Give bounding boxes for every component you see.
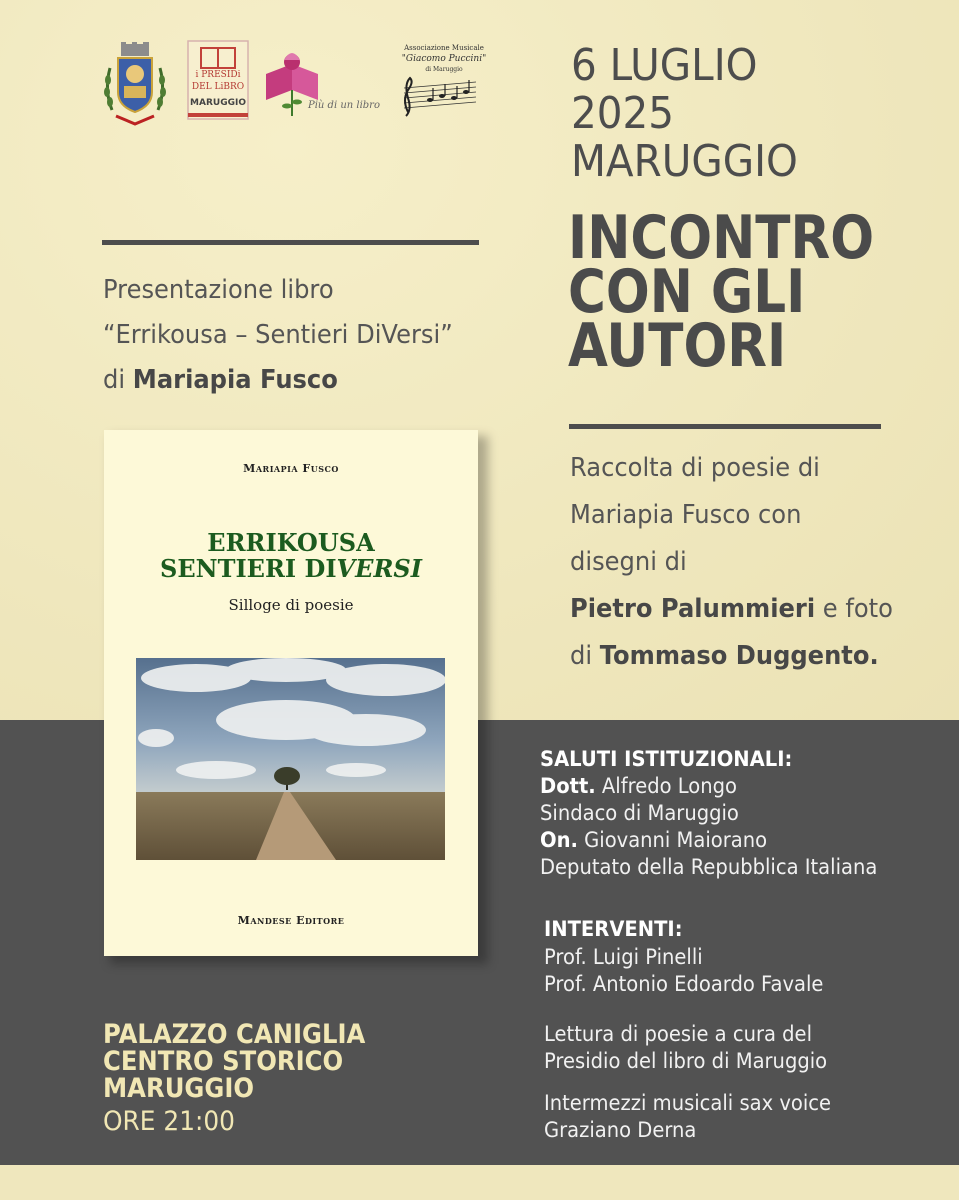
piu-di-un-libro-logo xyxy=(262,44,380,118)
assoc-logo-line1: Associazione Musicale xyxy=(404,44,484,52)
left-divider xyxy=(102,240,479,245)
saluti-person1-name: Alfredo Longo xyxy=(595,774,737,798)
presentation-author: Mariapia Fusco xyxy=(132,365,338,395)
reading-line1: Lettura di poesie a cura del xyxy=(544,1022,813,1046)
description-by: di xyxy=(570,641,600,671)
description-photographer: Tommaso Duggento. xyxy=(599,641,879,671)
book-title-part-a: SENTIERI DI xyxy=(160,554,337,583)
reading-line2: Presidio del libro di Maruggio xyxy=(544,1049,828,1073)
description-illustrator: Pietro Palummieri xyxy=(570,594,816,624)
piu-logo-text: Più di un libro xyxy=(308,100,380,111)
municipal-crest-logo xyxy=(102,40,168,128)
headline-line3: AUTORI xyxy=(568,311,787,381)
presidi-logo-line2: DEL LiBRO xyxy=(191,82,245,92)
saluti-person1-role: Sindaco di Maruggio xyxy=(540,801,739,825)
saluti-person2-role: Deputato della Repubblica Italiana xyxy=(540,855,878,879)
book-cover-photo xyxy=(136,658,445,860)
description-line4 xyxy=(570,587,893,632)
presidi-logo-line3: MARUGGIO xyxy=(190,98,246,108)
headline-line1: INCONTRO xyxy=(568,203,875,273)
music-line1: Intermezzi musicali sax voice xyxy=(544,1091,832,1115)
saluti-person2-name: Giovanni Maiorano xyxy=(577,828,768,852)
description-line1: Raccolta di poesie di xyxy=(570,453,820,483)
assoc-logo-line3: di Maruggio xyxy=(425,66,463,73)
presentation-by: di xyxy=(103,365,133,395)
interventi-heading: INTERVENTI: xyxy=(544,917,683,941)
event-date-place: MARUGGIO xyxy=(571,136,798,187)
assoc-logo-line2: "Giacomo Puccini" xyxy=(401,54,487,64)
description-line3: disegni di xyxy=(570,547,687,577)
book-title-part-b: VERSI xyxy=(336,554,422,583)
description-and-photo: e foto xyxy=(815,594,893,624)
saluti-person1 xyxy=(540,773,737,800)
saluti-person2 xyxy=(540,827,767,854)
description-line5 xyxy=(570,634,879,679)
venue-line2: CENTRO STORICO xyxy=(103,1046,344,1077)
book-cover-publisher: Mandese Editore xyxy=(237,914,345,927)
book-cover xyxy=(104,430,478,956)
saluti-person1-title: Dott. xyxy=(540,774,596,798)
music-line2: Graziano Derna xyxy=(544,1118,697,1142)
presentation-line2: “Errikousa – Sentieri DiVersi” xyxy=(103,320,453,350)
interventi-speaker1: Prof. Luigi Pinelli xyxy=(544,945,703,969)
presidi-del-libro-logo xyxy=(187,40,249,120)
book-cover-title-line1: ERRIKOUSA xyxy=(207,528,375,557)
book-cover-subtitle: Silloge di poesie xyxy=(228,596,354,614)
book-cover-title-line2 xyxy=(104,556,478,582)
associazione-musicale-logo xyxy=(384,44,504,120)
headline-line2: CON GLI xyxy=(568,257,806,327)
venue-line1: PALAZZO CANIGLIA xyxy=(103,1019,366,1050)
venue-line3: MARUGGIO xyxy=(103,1073,255,1104)
saluti-heading: SALUTI ISTITUZIONALI: xyxy=(540,747,793,771)
saluti-person2-title: On. xyxy=(540,828,578,852)
presentation-line1: Presentazione libro xyxy=(103,275,334,305)
presidi-logo-line1: i PRESIDi xyxy=(195,70,241,80)
event-date-year: 2025 xyxy=(571,88,675,139)
right-divider xyxy=(569,424,881,429)
presentation-line3 xyxy=(103,358,338,403)
book-cover-author: Mariapia Fusco xyxy=(243,462,339,475)
interventi-speaker2: Prof. Antonio Edoardo Favale xyxy=(544,972,824,996)
event-date-day: 6 LUGLIO xyxy=(571,40,758,91)
description-line2: Mariapia Fusco con xyxy=(570,500,802,530)
event-time: ORE 21:00 xyxy=(103,1106,235,1137)
bottom-strip xyxy=(0,1165,959,1200)
music-staff-icon xyxy=(384,76,504,120)
